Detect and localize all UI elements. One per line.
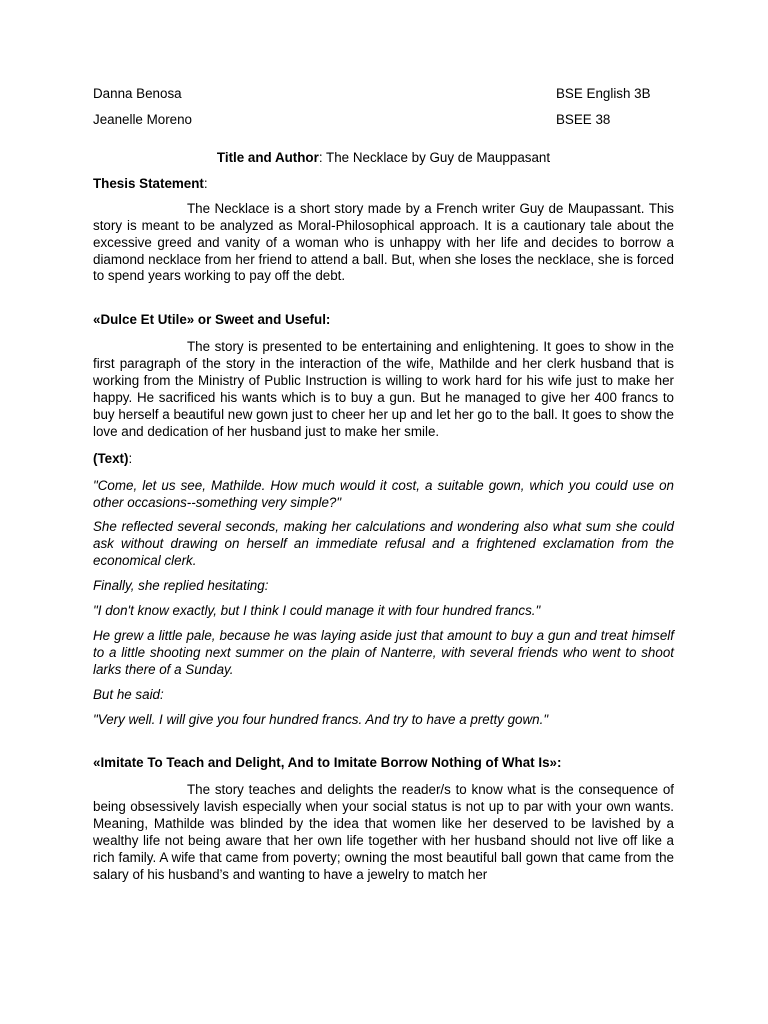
title-label: Title and Author [216,150,319,165]
text-colon: : [128,450,133,466]
thesis-label: Thesis Statement [93,175,204,191]
text-label: (Text) [93,450,129,466]
author-name: Danna Benosa [93,86,182,101]
quote-paragraph: Finally, she replied hesitating: [93,578,269,594]
course-code: BSEE 38 [556,112,611,127]
quote-paragraph: "Very well. I will give you four hundred francs. And try to have a pretty gown." [93,711,549,727]
thesis-heading [93,176,674,193]
document-page [93,86,674,884]
thesis-colon: : [203,175,208,191]
document-title [93,150,674,167]
header-row-1 [93,86,674,104]
thesis-paragraph: The Necklace is a short story made by a French writer Guy de Maupassant. This story is meant to be analyzed as Moral-Philosophical approach. It is a cautionary tale about the excessive greed and vanity of a woman who is unhappy with her life and decides to borrow a diamond necklace from her friend to attend a ball. But, when she loses the necklace, she is forced to spend years working to pay off the debt. [93,200,674,284]
quote-paragraph: "Come, let us see, Mathilde. How much would it cost, a suitable gown, which you could use on other occasions--something very simple?" [93,477,674,510]
section-paragraph-dulce: The story is presented to be entertaining and enlightening. It goes to show in the first paragraph of the story in the interaction of the wife, Mathilde and her clerk husband that is working from the Ministry of Public Instruction is willing to work hard for his wife just to make her happy. He sacrificed his wants which is to buy a gun. But he managed to give her 400 francs to buy herself a beautiful new gown just to cheer her up and let her go to the ball. It goes to show the love and dedication of her husband just to make her smile. [93,339,674,439]
quote-paragraph: "I don't know exactly, but I think I could manage it with four hundred francs." [93,603,541,619]
title-value: The Necklace by Guy de Mauppasant [326,150,551,165]
title-separator: : [318,150,327,165]
course-code: BSE English 3B [556,86,651,101]
section-heading-imitate: «Imitate To Teach and Delight, And to Imitate Borrow Nothing of What Is»: [93,755,562,771]
quote-paragraph: She reflected several seconds, making her calculations and wondering also what sum she could ask without drawing on herself an immediate refusal and a frightened exclamation from the economical clerk. [93,519,674,569]
section-paragraph-imitate: The story teaches and delights the reader/s to know what is the consequence of being obsessively lavish especially when your social status is not up to par with your own wants. Meaning, Mathilde was blinded by the idea that women like her deserved to be lavished by a wealthy life not being aware that her own life together with her husband should not live off like a rich family. A wife that came from poverty; owning the most beautiful ball gown that came from the salary of his husband’s and wanting to have a jewelry to match her [93,782,674,882]
text-heading [93,451,674,468]
quote-paragraph: But he said: [93,686,164,702]
author-name: Jeanelle Moreno [93,112,193,127]
header-row-2 [93,112,674,130]
section-heading-dulce: «Dulce Et Utile» or Sweet and Useful: [93,312,331,328]
quote-paragraph: He grew a little pale, because he was laying aside just that amount to buy a gun and treat himself to a little shooting next summer on the plain of Nanterre, with several friends who went to shoot larks there of a Sunday. [93,627,674,677]
